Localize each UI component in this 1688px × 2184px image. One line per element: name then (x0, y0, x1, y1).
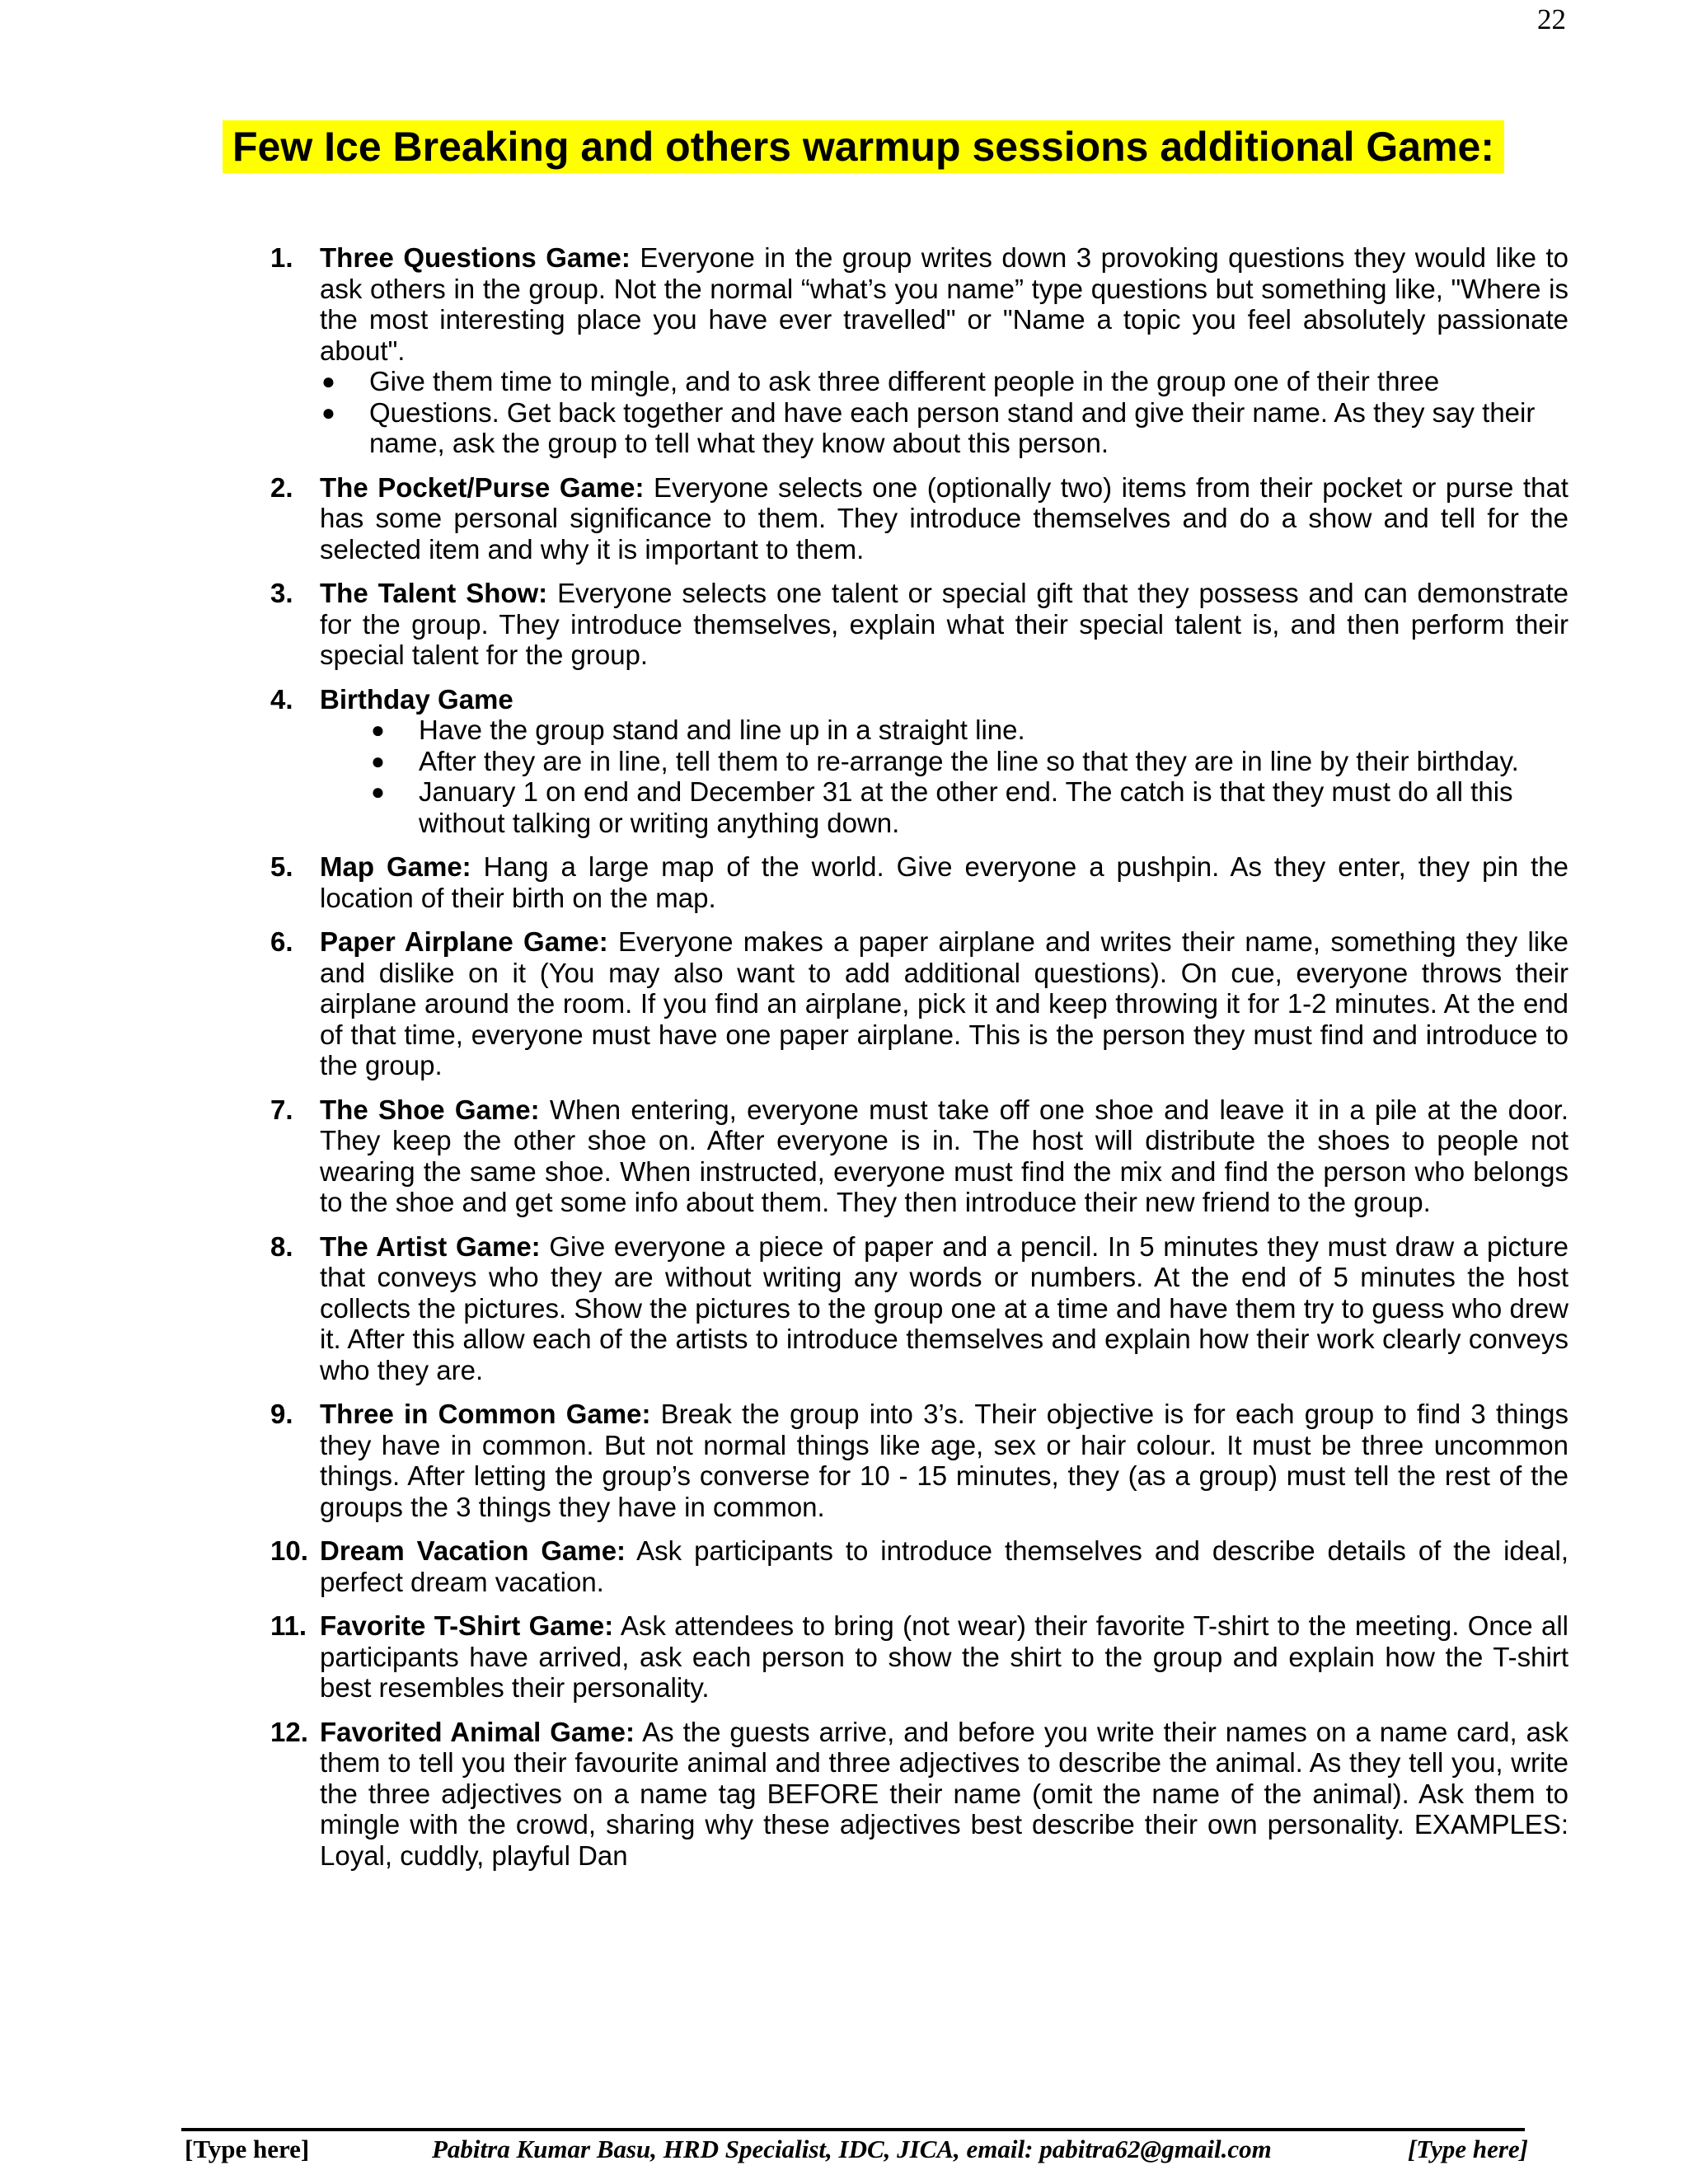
list-item (270, 926, 1568, 1081)
item-number: 7. (270, 1094, 293, 1125)
item-number: 6. (270, 926, 293, 957)
item-heading: Birthday Game (320, 683, 513, 715)
item-text: Everyone in the group writes down 3 provoking questions they would like to ask others in the group. Not the normal “what’s you name” type questions but something like, "Where is the most interesting place you have ever travelled" or "Name a topic you feel absolutely passionate about". (320, 242, 1569, 366)
item-number: 11. (270, 1610, 307, 1641)
bullet-list (320, 715, 1568, 838)
item-text: Hang a large map of the world. Give everyone a pushpin. As they enter, they pin the location of their birth on the map. (320, 851, 1569, 913)
footer-left: [Type here] (185, 2135, 310, 2163)
list-item (270, 851, 1568, 913)
bullet-icon: ● (321, 368, 335, 394)
list-item (270, 242, 1568, 459)
bullet-list (320, 366, 1568, 459)
item-number: 8. (270, 1230, 293, 1262)
item-heading: Paper Airplane Game: (320, 926, 608, 957)
item-text: Everyone makes a paper airplane and writes their name, something they like and dislike on it (You may also want to add additional questions). On cue, everyone throws their airplane around the room. If you find an airplane, pick it and keep throwing it for 1-2 minutes. At the end of that time, everyone must have one paper airplane. This is the person they must find and introduce to the group. (320, 926, 1568, 1080)
footer-author: Pabitra Kumar Basu, HRD Specialist, IDC, JICA, email: pabitra62@gmail.com (432, 2135, 1272, 2163)
item-number: 9. (270, 1399, 293, 1429)
item-heading: Favorite T-Shirt Game: (320, 1610, 614, 1641)
bullet-icon: ● (371, 717, 385, 743)
item-heading: Favorited Animal Game: (320, 1716, 635, 1747)
list-item (270, 1717, 1568, 1872)
item-heading: Map Game: (320, 851, 471, 882)
bullet-item (321, 396, 1568, 459)
bullet-item (371, 715, 1568, 746)
item-heading: The Artist Game: (320, 1230, 541, 1262)
item-heading: Three in Common Game: (320, 1399, 651, 1429)
list-item (270, 1094, 1568, 1218)
page-title: Few Ice Breaking and others warmup sessions additional Game: (223, 120, 1504, 173)
bullet-item (371, 745, 1568, 777)
item-text: Break the group into 3’s. Their objective is for each group to find 3 things they have in common. But not normal things like age, sex or hair colour. It must be three uncommon things. After letting the group’s converse for 10 - 15 minutes, they (as a group) must tell the rest of the groups the 3 things they have in common. (320, 1399, 1568, 1522)
item-text: Ask participants to introduce themselves and describe details of the ideal, perfect dream vacation. (320, 1535, 1568, 1597)
item-heading: The Talent Show: (320, 578, 548, 608)
bullet-text: January 1 on end and December 31 at the other end. The catch is that they must do all this without talking or writing anything down. (419, 776, 1513, 838)
item-text: Ask attendees to bring (not wear) their favorite T-shirt to the meeting. Once all participants have arrived, ask each person to show the shirt to the group and explain how the T-shirt best resembles their personality. (320, 1610, 1568, 1703)
item-text: When entering, everyone must take off one shoe and leave it in a pile at the door. They keep the other shoe on. After everyone is in. The host will distribute the shoes to people not wearing the same shoe. When instructed, everyone must find the mix and find the person who belongs to the shoe and get some info about them. They then introduce their new friend to the group. (320, 1094, 1569, 1217)
item-number: 4. (270, 683, 293, 715)
item-heading: The Pocket/Purse Game: (320, 471, 645, 503)
item-heading: Three Questions Game: (320, 242, 631, 273)
bullet-icon: ● (371, 779, 385, 804)
item-number: 10. (270, 1535, 308, 1566)
list-item (270, 1399, 1568, 1522)
bullet-text: Questions. Get back together and have each person stand and give their name. As they say their name, ask the group to tell what they know about this person. (369, 396, 1536, 458)
item-number: 2. (270, 471, 293, 503)
bullet-icon: ● (321, 399, 335, 425)
item-number: 12. (270, 1716, 308, 1747)
games-list (270, 242, 1568, 1884)
title-block (223, 120, 1504, 173)
list-item (270, 684, 1568, 839)
bullet-text: Have the group stand and line up in a straight line. (419, 715, 1025, 745)
list-item (270, 578, 1568, 671)
bullet-text: After they are in line, tell them to re-arrange the line so that they are in line by their birthday. (419, 745, 1519, 776)
bullet-item (371, 776, 1568, 838)
item-text: Give everyone a piece of paper and a pencil. In 5 minutes they must draw a picture that conveys who they are without writing any words or numbers. At the end of 5 minutes the host collects the pictures. Show the pictures to the group one at a time and have them try to guess who drew it. After this allow each of the artists to introduce themselves and explain how their work clearly conveys who they are. (320, 1230, 1568, 1385)
item-heading: Dream Vacation Game: (320, 1535, 626, 1566)
item-heading: The Shoe Game: (320, 1094, 540, 1125)
footer-right: [Type here] (1407, 2135, 1528, 2163)
list-item (270, 1610, 1568, 1704)
item-number: 5. (270, 851, 293, 882)
bullet-icon: ● (371, 748, 385, 774)
page-number: 22 (1537, 3, 1566, 35)
bullet-text: Give them time to mingle, and to ask three different people in the group one of their three (369, 366, 1440, 396)
footer-divider (181, 2128, 1525, 2131)
list-item (270, 472, 1568, 565)
bullet-item (321, 366, 1568, 397)
item-text: Everyone selects one (optionally two) items from their pocket or purse that has some personal significance to them. They introduce themselves and do a show and tell for the selected item and why it is important to them. (320, 471, 1568, 565)
list-item (270, 1535, 1568, 1597)
item-text: Everyone selects one talent or special gift that they possess and can demonstrate for the group. They introduce themselves, explain what their special talent is, and then perform their special talent for the group. (320, 578, 1568, 670)
item-number: 3. (270, 578, 293, 608)
item-text: As the guests arrive, and before you write their names on a name card, ask them to tell you their favourite animal and three adjectives to describe the animal. As they tell you, write the three adjectives on a name tag BEFORE their name (omit the name of the animal). Ask them to mingle with the crowd, sharing why these adjectives best describe their own personality. EXAMPLES: Loyal, cuddly, playful Dan (320, 1716, 1568, 1871)
list-item (270, 1231, 1568, 1386)
item-number: 1. (270, 242, 293, 273)
